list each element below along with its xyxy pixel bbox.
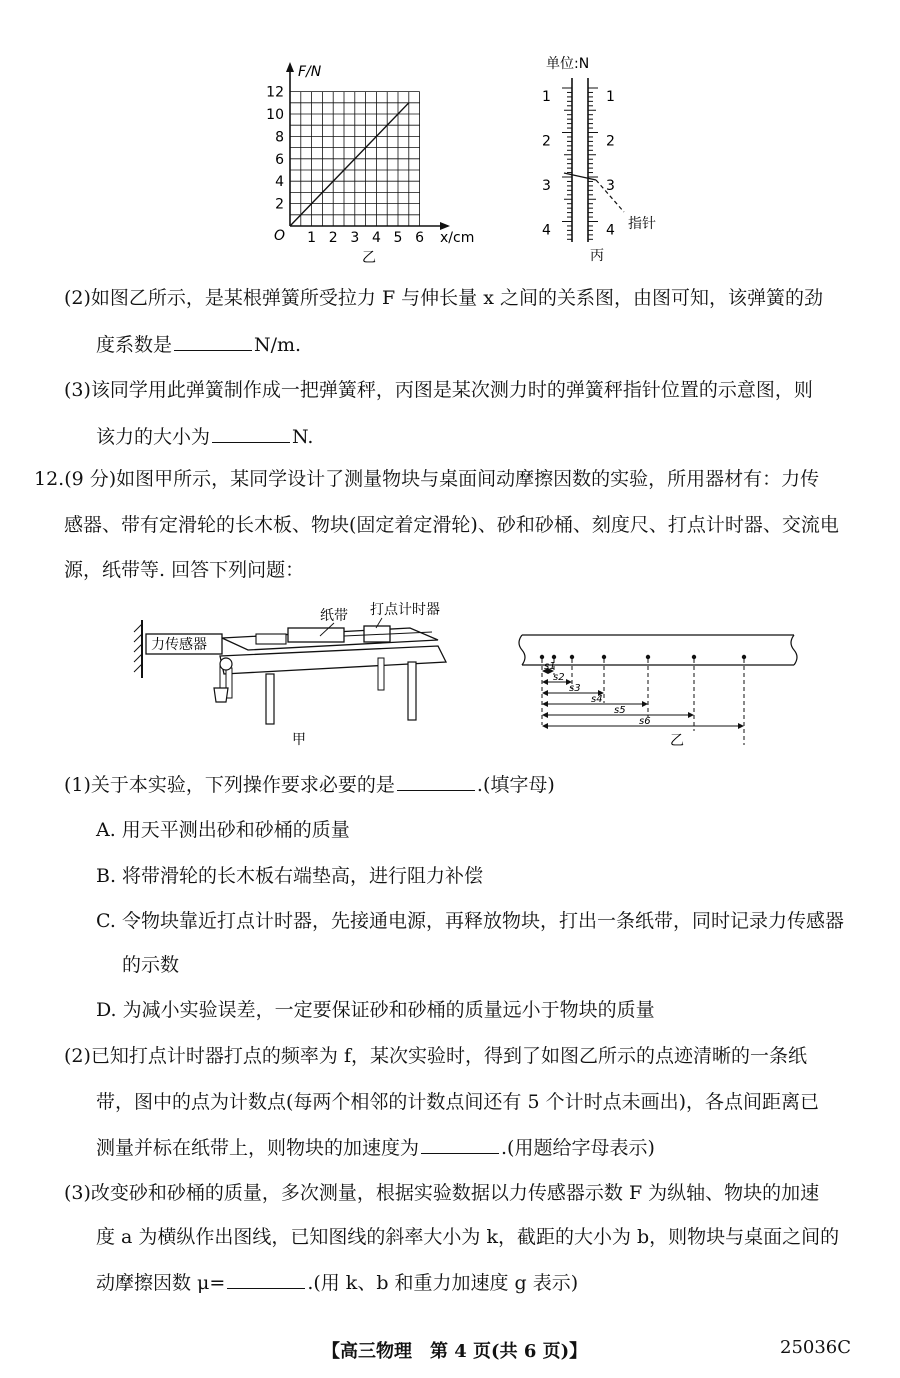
q11-part3-unit: N. [292,426,314,448]
scale-right-mark: 3 [606,178,615,194]
page-footer-title: 【高三物理 第 4 页(共 6 页)】 [322,1341,588,1362]
scale-right-mark: 1 [606,89,615,105]
q12-part3-line3 [96,1270,578,1295]
interval-label: s5 [614,705,626,716]
spring-scale-figure [520,50,680,265]
scale-caption: 丙 [590,248,604,264]
q11-stiffness-blank[interactable] [174,332,252,351]
table-leg-back-right [378,658,384,690]
y-axis-arrow [286,62,294,72]
scale-right-mark: 4 [606,222,615,239]
graph-origin: O [274,228,286,244]
q11-part2-unit: N/m. [254,334,302,356]
interval-arrowhead [542,712,548,718]
timer-label: 打点计时器 [370,602,440,618]
scale-left-mark: 4 [542,222,551,239]
tape-caption: 乙 [670,733,684,749]
q12-part1 [64,772,555,797]
table-leg-front-right [408,662,416,720]
pulley-block [256,634,286,644]
q12-friction-blank[interactable] [227,1270,305,1289]
q11-force-blank[interactable] [212,424,290,443]
q12-part1-prefix: (1)关于本实验，下列操作要求必要的是 [64,774,395,796]
interval-label: s3 [569,683,581,694]
scale-left-mark: 2 [542,133,551,150]
table-leg-front-left [266,674,274,724]
x-tick-label: 5 [393,230,403,246]
q11-part2-line2 [96,332,301,357]
q12-intro-line3: 源，纸带等. 回答下列问题： [64,559,305,581]
q12-option-c-line1: C. 令物块靠近打点计时器，先接通电源，再释放物块，打出一条纸带，同时记录力传感器 [96,910,844,932]
q12-part2-suffix: .(用题给字母表示) [501,1137,655,1159]
interval-arrowhead [738,723,744,729]
block [288,628,344,642]
q12-part2-line1: (2)已知打点计时器打点的频率为 f，某次实验时，得到了如图乙所示的点迹清晰的一条纸 [64,1045,807,1067]
apparatus-figure [120,598,450,750]
scale-right-mark: 2 [606,133,615,150]
x-axis-arrow [440,222,450,230]
y-tick-label: 4 [275,174,284,191]
wall-hatching [134,624,142,672]
tape-left-break [519,635,525,665]
count-point [570,655,574,659]
count-point [692,655,696,659]
q12-part1-blank[interactable] [397,772,475,791]
q11-part3-prefix: 该力的大小为 [96,426,211,448]
force-sensor-label: 力传感器 [151,637,207,653]
y-tick-label: 8 [275,129,284,146]
interval-arrowhead [542,701,548,707]
q11-part2-line1: (2)如图乙所示，是某根弹簧所受拉力 F 与伸长量 x 之间的关系图，由图可知，该弹簧的劲 [64,287,823,309]
count-point [646,655,650,659]
interval-arrowhead [542,690,548,696]
paper-tape-figure [512,625,802,753]
q12-option-b: B. 将带滑轮的长木板右端垫高，进行阻力补偿 [96,865,484,887]
spring-force-graph [260,58,480,268]
q12-part2-line2: 带，图中的点为计数点(每两个相邻的计数点间还有 5 个计时点未画出)，各点间距离已 [96,1091,819,1113]
count-point [602,655,606,659]
q12-part3-line2: 度 a 为横纵作出图线，已知图线的斜率大小为 k，截距的大小为 b，则物块与桌面之间的 [96,1226,840,1248]
x-axis-label: x/cm [440,230,475,246]
q12-option-a: A. 用天平测出砂和砂桶的质量 [96,819,350,841]
scale-left-mark: 1 [542,89,551,105]
interval-arrowhead [542,723,548,729]
q12-part2-prefix: 测量并标在纸带上，则物块的加速度为 [96,1137,420,1159]
q12-part1-suffix: .(填字母) [476,774,555,796]
pointer-label: 指针 [628,216,656,232]
q12-acceleration-blank[interactable] [421,1135,499,1154]
scale-unit: 单位:N [546,56,590,72]
y-tick-label: 10 [266,107,284,123]
interval-label: s1 [544,661,556,672]
tape-label: 纸带 [320,608,348,624]
y-tick-label: 6 [275,151,284,168]
q12-intro-line2: 感器、带有定滑轮的长木板、物块(固定着定滑轮)、砂和砂桶、刻度尺、打点计时器、交流电 [64,514,839,536]
interval-arrowhead [542,679,548,685]
y-tick-label: 2 [275,196,284,213]
pulley-wheel [220,658,232,670]
sand-bucket [214,688,228,702]
count-point [552,655,556,659]
y-axis-label: F/N [298,64,322,80]
count-point [742,655,746,659]
interval-arrowhead [688,712,694,718]
interval-label: s2 [553,672,565,683]
q12-option-c-line2: 的示数 [122,954,180,976]
graph-caption: 乙 [362,250,376,266]
force-extension-line [290,103,409,226]
q12-part3-prefix: 动摩擦因数 μ= [96,1272,226,1294]
interval-label: s4 [591,694,603,705]
x-tick-label: 4 [371,230,381,246]
x-tick-label: 1 [307,230,317,246]
x-tick-label: 3 [350,230,360,246]
x-tick-label: 2 [328,230,338,246]
tape-right-break [791,635,797,665]
q12-option-d: D. 为减小实验误差，一定要保证砂和砂桶的质量远小于物块的质量 [96,999,655,1021]
x-tick-label: 6 [415,230,425,246]
count-point [540,655,544,659]
y-tick-label: 12 [266,84,284,101]
q12-part3-line1: (3)改变砂和砂桶的质量，多次测量，根据实验数据以力传感器示数 F 为纵轴、物块的加速 [64,1182,820,1204]
apparatus-caption: 甲 [292,732,306,748]
interval-arrowhead [642,701,648,707]
interval-label: s6 [639,716,651,727]
q11-part3-line2 [96,424,313,449]
q12-part3-suffix: .(用 k、b 和重力加速度 g 表示) [307,1272,579,1294]
q12-intro-line1: 12.(9 分)如图甲所示，某同学设计了测量物块与桌面间动摩擦因数的实验，所用器材有：力传 [34,468,820,490]
scale-left-mark: 3 [542,178,551,194]
q12-part2-line3 [96,1135,655,1160]
q11-part2-prefix: 度系数是 [96,334,173,356]
q11-part3-line1: (3)该同学用此弹簧制作成一把弹簧秤，丙图是某次测力时的弹簧秤指针位置的示意图，则 [64,379,813,401]
page-footer-code: 25036C [780,1337,852,1358]
